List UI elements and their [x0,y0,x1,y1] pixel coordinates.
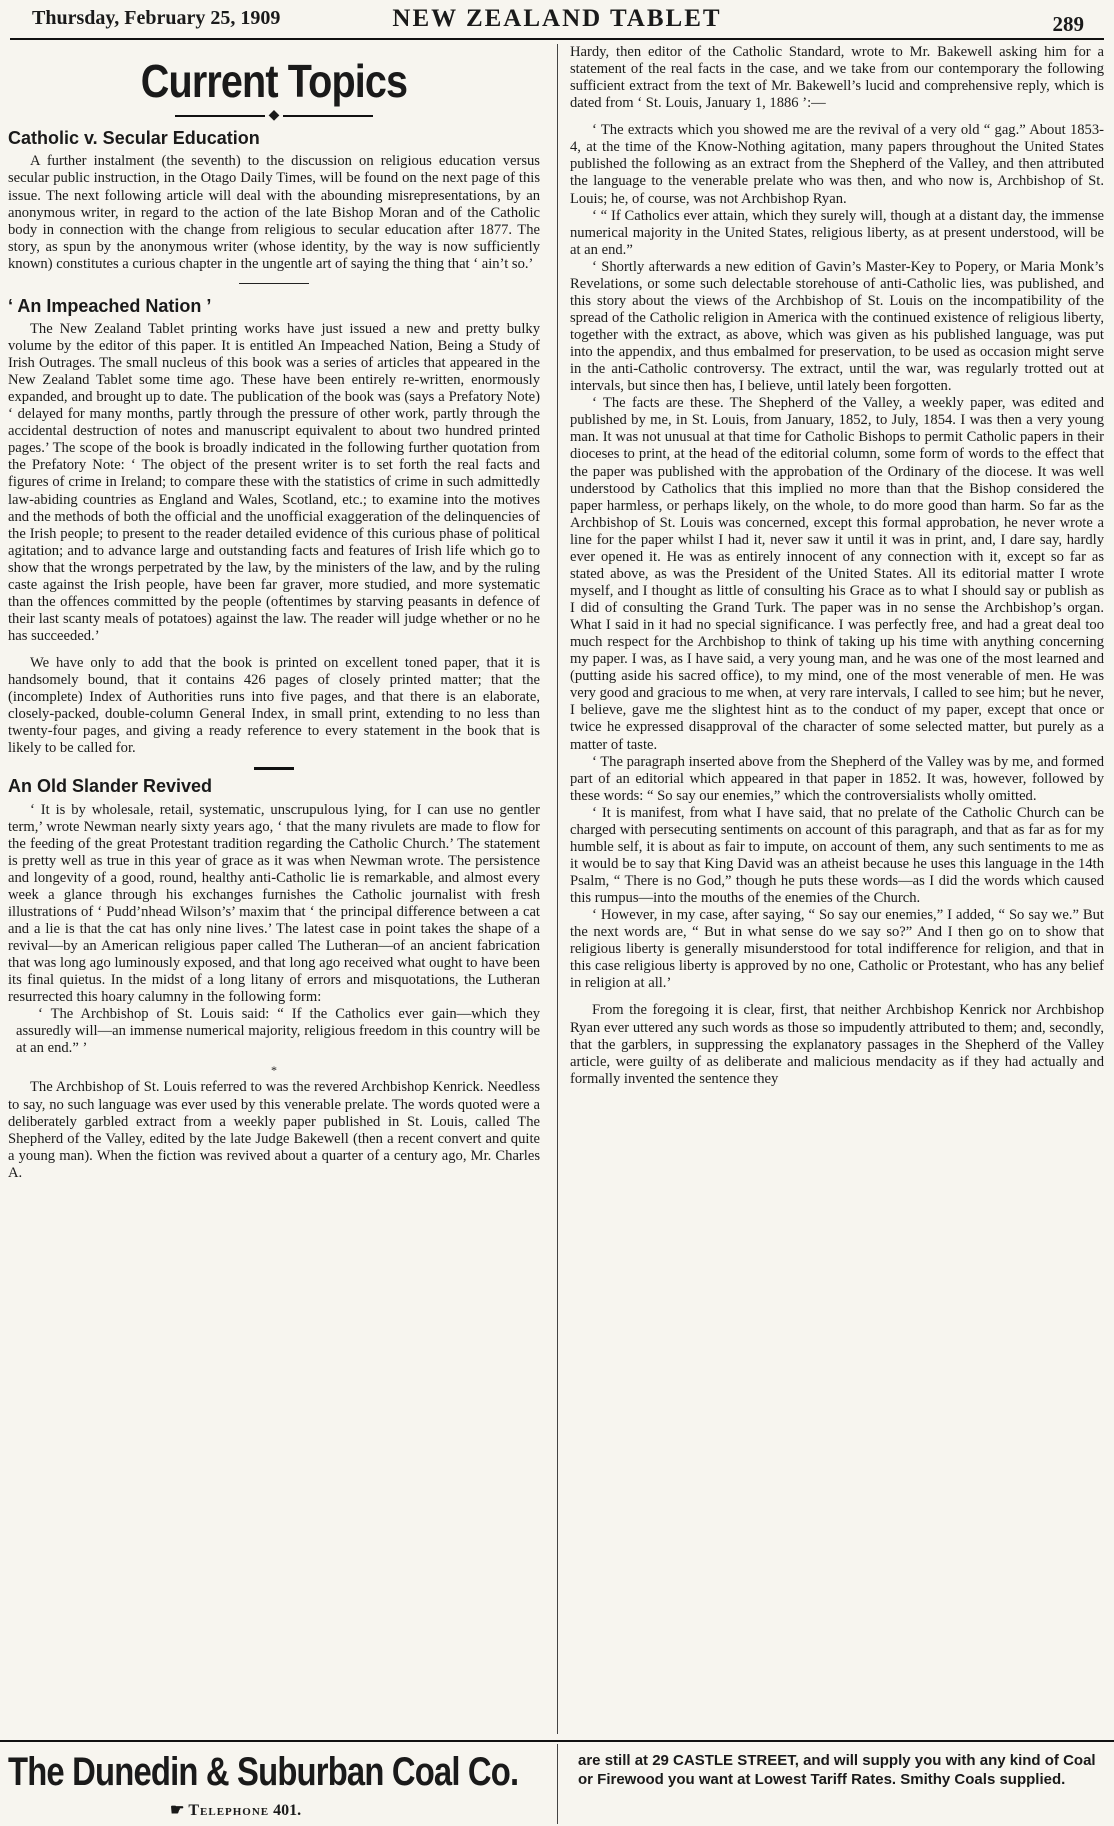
article-paragraph: ‘ “ If Catholics ever attain, which they surely will, though at a distant day, the immense numerical majority in the United States, religious liberty, as at present understood, will be at an end.” [570,207,1104,258]
advertisement [0,1740,1114,1826]
section-masthead: Current Topics [140,55,408,107]
article-paragraph: We have only to add that the book is printed on excellent toned paper, that it is handsomely bound, that it contains 426 pages of closely printed matter; that the (incomplete) Index of Authorities runs into five pages, and that there is an elaborate, closely-packed, double-column General Index, in small print, extending to no less than twenty-four pages, and giving a ready reference to every statement in the book that is likely to be called for. [8,655,540,757]
article-paragraph: A further instalment (the seventh) to the discussion on religious education versus secular public instruction, in the Otago Daily Times, will be found on the next page of this issue. The next following article will deal with the abounding misrepresentations, by an anonymous writer, in regard to the action of the late Bishop Moran and of the Catholic body in connection with the change from religious to secular education after 1877. The story, as spun by the anonymous writer (whose identity, by the way is now sufficiently known) constitutes a curious chapter in the ungentle art of saying the thing that ‘ ain’t so.’ [8,153,540,272]
header-date: Thursday, February 25, 1909 [32,7,281,29]
article-paragraph: ‘ However, in my case, after saying, “ So say our enemies,” I added, “ So say we.” But the next words are, “ But in what sense do we say so?” And I then go on to show that religious liberty is generally misunderstood for total indifference for religion, and that in this case religious liberty is approved by no one, Catholic or Protestant, who has any belief in religion at all.’ [570,907,1104,992]
phone-icon: ☛ [170,1802,185,1819]
ad-phone-label: Telephone [188,1802,270,1819]
article-paragraph: ‘ It is manifest, from what I have said, that no prelate of the Catholic Church can be charged with persecuting sentiments on account of this paragraph, and that as far as for my humble self, it is about as fair to impute, on account of them, any such sentiments to me as it would be to say that King David was an atheist because he uses this language in the 14th Psalm, “ There is no God,” though he puts these words—as I did the words which caused this rumpus—into the mouths of the enemies of the Church. [570,804,1104,907]
header-title: NEW ZEALAND TABLET [392,5,722,32]
article-paragraph: ‘ The paragraph inserted above from the Shepherd of the Valley was by me, and formed part of an editorial which appeared in that paper in 1852. It was, however, followed by these words: “ So say our enemies,” which the controversialists wholly omitted. [570,753,1104,804]
right-column [570,44,1104,1734]
divider [239,283,309,284]
ad-body-text: are still at 29 CASTLE STREET, and will supply you with any kind of Coal or Firewood you want at Lowest Tariff Rates. Smithy Coals supplied. [578,1752,1096,1788]
article-paragraph: Hardy, then editor of the Catholic Standard, wrote to Mr. Bakewell asking him for a statement of the real facts in the case, and we take from our contemporary the following sufficient extract from the text of Mr. Bakewell’s lucid and comprehensive reply, which is dated from ‘ St. Louis, January 1, 1886 ’:— [570,44,1104,112]
divider [254,767,294,770]
ad-phone-number: 401. [273,1802,302,1819]
ad-divider [557,1744,558,1824]
article-paragraph: ‘ It is by wholesale, retail, systematic, unscrupulous lying, for I can use no gentler term,’ wrote Newman nearly sixty years ago, ‘ that the many rivulets are made to flow for the feeding of the great Protestant tradition regarding the Catholic Church.’ The statement is pretty well as true in this year of grace as it was when Newman wrote. The persistence and longevity of a good, round, healthy anti-Catholic lie is remarkable, and almost every week a glance through his exchanges furnishes the Catholic journalist with fresh illustrations of ‘ Pudd’nhead Wilson’s’ maxim that ‘ the principal difference between a cat and a lie is that the cat has only nine lives.’ The latest case in point takes the shape of a revival—by an American religious paper called The Lutheran—of an ancient fabrication that was long ago luminously exposed, and that long ago received what ought to have been its final quietus. In the midst of a long litany of errors and misquotations, the Lutheran resurrected this hoary calumny in the following form: [8,801,540,1006]
page-number: 289 [1052,12,1084,36]
article-paragraph: The New Zealand Tablet printing works have just issued a new and pretty bulky volume by the editor of this paper. It is entitled An Impeached Nation, Being a Study of Irish Outrages. The small nucleus of this book was a series of articles that appeared in the New Zealand Tablet some time ago. These have been entirely re-written, enormously expanded, and brought up to date. The publication of the book was (says a Prefatory Note) ‘ delayed for many months, partly through the pressure of other work, partly through the accidental destruction of notes and manuscript equivalent to about two hundred printed pages.’ The scope of the book is broadly indicated in the following further quotation from the Prefatory Note: ‘ The object of the present writer is to set forth the real facts and figures of crime in Ireland; to compare these with the statistics of crime in such admittedly law-abiding countries as England and Wales, Scotland, etc.; to examine into the motives and the methods of both the official and the unofficial exaggeration of the delinquencies of the Irish people; to present to the reader detailed evidence of this curious phase of political agitation; and to advance large and outstanding facts and features of Irish life which go to show that the wrongs perpetrated by the law, by the ministers of the law, and by the ruling caste against the Irish people, have been far graver, more studied, and more systematic than the offences committed by the people (oftentimes by starving peasants in defence of their last scanty meals of potatoes) against the law. The reader will judge whether or no he has succeeded.’ [8,320,540,645]
column-divider [557,44,558,1734]
article-heading-old-slander: An Old Slander Revived [8,776,213,797]
article-paragraph: The Archbishop of St. Louis referred to was the revered Archbishop Kenrick. Needless to say, no such language was ever used by this venerable prelate. The words quoted were a deliberately garbled extract from a weekly paper published in St. Louis, called The Shepherd of the Valley, edited by the late Judge Bakewell (then a recent convert and quite a young man). When the fiction was revived about a quarter of a century ago, Mr. Charles A. [8,1079,540,1181]
article-paragraph: From the foregoing it is clear, first, that neither Archbishop Kenrick nor Archbishop Ryan ever uttered any such words as those so impudently attributed to them; and, secondly, that the garblers, in suppressing the explanatory passages in the Shepherd of the Valley article, were guilty of as deliberate and malicious mendacity as if they had actually and formally invented the sentence they [570,1002,1104,1087]
ad-telephone [170,1800,301,1820]
ad-company-name: The Dunedin & Suburban Coal Co. [8,1750,519,1794]
article-heading-impeached-nation: ‘ An Impeached Nation ’ [8,295,212,316]
article-paragraph: ‘ The extracts which you showed me are the revival of a very old “ gag.” About 1853-4, at the time of the Know-Nothing agitation, many papers throughout the United States published the following as an extract from the Shepherd of the Valley, and then attributed the language to the venerable prelate who was then, and who now is, Archbishop of St. Louis; he, of course, was not Archbishop Ryan. [570,122,1104,207]
article-quote: ‘ The Archbishop of St. Louis said: “ If the Catholics ever gain—which they assuredly will—an immense numerical majority, religious freedom in this country will be at an end.” ’ [16,1006,540,1057]
separator-star: * [271,1063,277,1078]
article-heading-education: Catholic v. Secular Education [8,128,260,149]
article-paragraph: ‘ The facts are these. The Shepherd of the Valley, a weekly paper, was edited and published by me, in St. Louis, from January, 1852, to July, 1854. I was then a very young man. It was not unusual at that time for Catholic Bishops to permit Catholic papers in their dioceses to print, at the head of the editorial column, some form of words to the effect that the paper was published with the approbation of the Ordinary of the diocese. It was well understood by Catholics that this implied no more than that the Bishop considered the paper harmless, or perhaps likely, on the whole, to do more good than harm. So far as the Archbishop of St. Louis was concerned, except this formal approbation, he never wrote a line for the paper whilst I had it, never saw it until it was in print, and, I dare say, hardly ever opened it. He was as entirely innocent of any connection with it, except so far as stated above, as was the President of the United States. All its editorial matter I wrote myself, and I thought as little of consulting his Grace as to what I should say or publish as I did of consulting the Grand Turk. The paper was in no sense the Archbishop’s organ. What I said in it had no special significance. I was perfectly free, and had a great deal too much respect for the Archbishop to think of taking up his time with anything concerning my paper. I was, as I have said, a very young man, and he was one of the most learned and (putting aside his sacred office), to my mind, one of the most venerable of men. He was very good and gracious to me when, at very rare intervals, I called to see him; but he never, I believe, gave me the slightest hint as to the conduct of my paper, except that once or twice he expressed disapproval of the character of some selected matter, but purely as a matter of taste. [570,395,1104,753]
left-column [8,44,540,1734]
page-header [10,4,1104,40]
masthead-ornament: ◆ [8,108,540,124]
article-paragraph: ‘ Shortly afterwards a new edition of Gavin’s Master-Key to Popery, or Maria Monk’s Revelations, or some such delectable storehouse of anti-Catholic lies, was published, and this story about the views of the Archbishop of St. Louis on the incompatibility of the spread of the Catholic religion in America with the continued existence of religious liberty, together with the extract, as above, which was given as his published language, was put into the appendix, and thus embalmed for preservation, to be used as occasion might serve in the anti-Catholic controversy. The extract, until the war, was regularly trotted out at intervals, but since then has, I believe, until lately been forgotten. [570,258,1104,395]
